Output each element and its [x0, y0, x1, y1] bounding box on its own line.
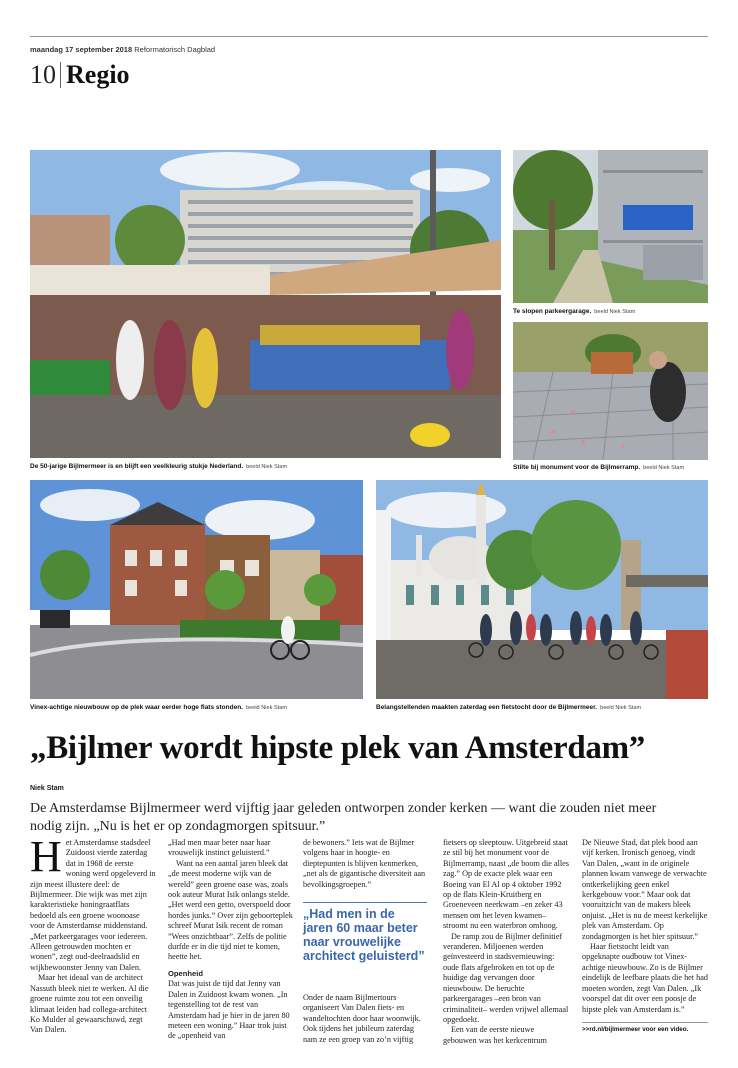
paragraph: Haar fietstocht leidt van opgeknapte oudbouw tot Vinex-achtige nieuwbouw. Zo is de Bijlmer eindelijk de leefbare plaats die het had moeten worden, zegt Van Dalen. „Ik voorspel dat dit over een poosje de hipste plek van Amsterdam is.” — [582, 942, 708, 1014]
article-column-3-continued — [303, 993, 429, 1045]
photo-credit: beeld Niek Stam — [643, 465, 685, 471]
photo-bike-tour — [376, 480, 708, 699]
photo-credit: beeld Niek Stam — [245, 705, 288, 711]
article-headline: „Bijlmer wordt hipste plek van Amsterdam” — [30, 730, 645, 766]
caption-text: Stilte bij monument voor de Bijlmerramp. — [513, 464, 641, 471]
photo-market — [30, 150, 501, 458]
caption-text: De 50-jarige Bijlmermeer is en blijft een veelkleurig stukje Nederland. — [30, 463, 244, 470]
paragraph: De Nieuwe Stad, dat plek bood aan vijf kerken. Ironisch genoeg, vindt Van Dalen, „want in de originele plannen kwam vanwege de verwachte ontkerkelijking geen enkel kerkgebouw voor.” Maar ook dat vooruitzicht van de makers bleek onjuist. „Het is nu de meest kerkelijke plek van Amsterdam. Op zondagmorgen is het hier spitsuur.” — [582, 838, 708, 941]
byline: Niek Stam — [30, 785, 64, 792]
article-column-2 — [168, 838, 294, 1042]
paragraph: de bewoners.” Iets wat de Bijlmer volgens haar in hoogte- en dieptepunten is blijven kenmerken, „net als de gigantische diversiteit aan bevolkingsgroepen.” — [303, 838, 426, 889]
subheading: Openheid — [168, 968, 204, 978]
paragraph: Want na een aantal jaren bleek dat „de meest moderne wijk van de wereld” geen groene oase was, zoals ook auteur Murat Isik onlangs stelde. „Het werd een getto, overspoeld door hordes junks.” Over zijn geboorteplek schreef Murat Isik recent de roman ”Wees onzichtbaar”. Zelfs de politie durfde er in die tijd niet te komen, heette het. — [168, 858, 293, 962]
photo-new-housing — [30, 480, 363, 699]
paragraph: Maar het ideaal van de architect Nassuth bleek niet te werken. Al die groene ruimte zou tot een onveilig klimaat leiden had collega-architect Ko Mulder al gewaarschuwd, zegt Van Dalen. — [30, 973, 149, 1035]
paragraph: Een van de eerste nieuwe gebouwen was het kerkcentrum — [443, 1025, 547, 1045]
article-intro: De Amsterdamse Bijlmermeer werd vijftig jaar geleden ontworpen zonder kerken — want die zouden niet meer nodig zijn. „Nu is het er op zondagmorgen spitsuur.” — [30, 801, 657, 834]
paragraph: Onder de naam Bijlmertours organiseert Van Dalen fiets- en wandeltochten door haar woonwijk. Ook tijdens het jubileum zaterdag nam ze een groep van zo’n vijftig — [303, 993, 421, 1044]
caption-monument — [513, 464, 684, 471]
caption-new-housing — [30, 704, 287, 711]
caption-market — [30, 463, 287, 470]
article-column-3 — [303, 838, 429, 890]
caption-bike-tour — [376, 704, 641, 711]
caption-text: Vinex-achtige nieuwbouw op de plek waar eerder hoge flats stonden. — [30, 704, 243, 711]
paragraph: De ramp zou de Bijlmer definitief veranderen. Miljoenen werden geïnvesteerd in stadsvernieuwing: oude flats afgebroken en tot op de huidige dag vervangen door nieuwbouw. De beruchte parkeergarages –een bron van criminaliteit– werden vrijwel allemaal opgedoekt. — [443, 931, 569, 1024]
article-column-4 — [443, 838, 569, 1046]
dateline — [30, 45, 215, 54]
pull-quote: „Had men in de jaren 60 maar beter naar vrouwelijke architect geluisterd” — [303, 902, 427, 963]
photo-monument — [513, 322, 708, 460]
paragraph: fietsers op sleeptouw. Uitgebreid staat ze stil bij het monument voor de Bijlmerramp, naast „de boom die alles zag.” Op de exacte plek waar een Boeing van El Al op 4 oktober 1992 op de flats Klein-Kruitberg en Groeneveen neerkwam –en zeker 43 mensen om het leven kwamen– stroomt nu een waterbron omhoog. — [443, 838, 569, 931]
caption-parking-garage — [513, 308, 635, 315]
photo-credit: beeld Niek Stam — [600, 705, 642, 711]
issue-date: maandag 17 september 2018 — [30, 45, 133, 54]
video-link[interactable]: >>rd.nl/bijlmermeer voor een video. — [582, 1022, 708, 1033]
photo-parking-garage — [513, 150, 708, 303]
caption-text: Te slopen parkeergarage. — [513, 308, 592, 315]
photo-credit: beeld Niek Stam — [594, 309, 636, 315]
section-header — [30, 60, 130, 90]
drop-cap: H — [30, 832, 62, 881]
article-column-5 — [582, 838, 708, 1015]
paragraph: „Had men maar beter naar haar vrouwelijk instinct geluisterd.” — [168, 838, 271, 858]
photo-credit: beeld Niek Stam — [246, 464, 288, 470]
section-divider — [60, 62, 61, 88]
section-name: Regio — [66, 60, 130, 89]
caption-text: Belangstellenden maakten zaterdag een fietstocht door de Bijlmermeer. — [376, 704, 598, 711]
newspaper-name: Reformatorisch Dagblad — [134, 45, 216, 54]
header-rule — [30, 36, 708, 37]
paragraph: Dat was juist de tijd dat Jenny van Dalen in Zuidoost kwam wonen. „In tegenstelling tot de rest van Amsterdam had je hier in de jaren 80 meteen een woning.” Haar trok juist de „openheid van — [168, 979, 290, 1041]
paragraph: et Amsterdamse stadsdeel Zuidoost vierde zaterdag dat in 1968 de eerste woning werd opgeleverd in zijn meest illustere deel: de Bijlmermeer. Die wijk was met zijn karakteristieke honingraatflats bedoeld als een groene woonoase voor de Amsterdamse middenstand. „Met parkeergarages voor iedereen. Alleen getrouwden mochten er wonen”, zegt oud-deelraadslid en wijkbewoonster Jenny van Dalen. — [30, 838, 156, 972]
page-number: 10 — [30, 60, 56, 89]
article-column-1 — [30, 832, 156, 1036]
